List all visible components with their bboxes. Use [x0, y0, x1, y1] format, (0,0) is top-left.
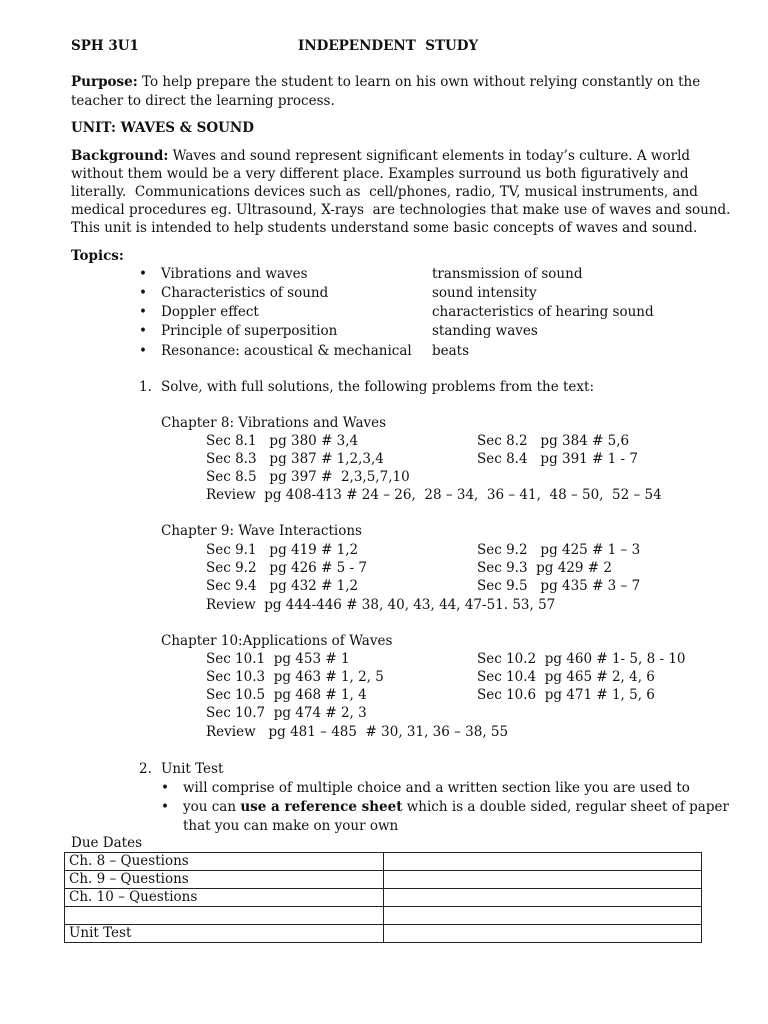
topic-item: • Vibrations and waves: [139, 266, 308, 282]
bullet-icon: •: [139, 285, 147, 301]
purpose-line-1: Purpose: To help prepare the student to learn on his own without relying constantly on the: [71, 74, 701, 90]
background-line-4: medical procedures eg. Ultrasound, X-rays are technologies that make use of waves and sound.: [71, 202, 731, 218]
table-cell-label: [65, 907, 384, 925]
section-entry: Sec 10.1 pg 453 # 1: [206, 651, 350, 667]
table-cell-label: Ch. 9 – Questions: [65, 871, 384, 889]
topics-label: Topics:: [71, 248, 124, 264]
bullet-icon: •: [139, 304, 147, 320]
section-entry: Sec 10.6 pg 471 # 1, 5, 6: [477, 687, 655, 703]
table-row: [65, 853, 702, 871]
section-entry: Sec 9.3 pg 429 # 2: [477, 560, 612, 576]
background-line-3: literally. Communications devices such as cell/phones, radio, TV, musical instruments, and: [71, 184, 698, 200]
background-line-1: Background: Waves and sound represent significant elements in today’s culture. A world: [71, 148, 691, 164]
unit-test-bullet: • will comprise of multiple choice and a written section like you are used to: [161, 780, 690, 796]
item-1-number: 1.: [139, 379, 152, 395]
section-entry: Sec 10.3 pg 463 # 1, 2, 5: [206, 669, 384, 685]
table-cell-date: [384, 889, 702, 907]
chapter-10-title: Chapter 10:Applications of Waves: [161, 633, 393, 649]
section-entry: Sec 10.2 pg 460 # 1- 5, 8 - 10: [477, 651, 686, 667]
table-cell-date: [384, 925, 702, 943]
topic-item: • Resonance: acoustical & mechanical: [139, 343, 412, 359]
topic-item: • Doppler effect: [139, 304, 259, 320]
chapter-9-title: Chapter 9: Wave Interactions: [161, 523, 362, 539]
topic-item: • Characteristics of sound: [139, 285, 329, 301]
section-entry: Sec 8.1 pg 380 # 3,4: [206, 433, 359, 449]
section-entry: Sec 8.4 pg 391 # 1 - 7: [477, 451, 638, 467]
unit-test-bullet: • you can use a reference sheet which is a double sided, regular sheet of paper: [161, 799, 729, 815]
section-entry: Sec 8.5 pg 397 # 2,3,5,7,10: [206, 469, 410, 485]
bullet-icon: •: [139, 323, 147, 339]
chapter-8-title: Chapter 8: Vibrations and Waves: [161, 415, 387, 431]
section-entry: Sec 10.5 pg 468 # 1, 4: [206, 687, 367, 703]
document-title: INDEPENDENT STUDY: [298, 38, 479, 54]
section-entry: Sec 10.4 pg 465 # 2, 4, 6: [477, 669, 655, 685]
background-line-2: without them would be a very different place. Examples surround us both figuratively and: [71, 166, 689, 182]
topic-item-right: transmission of sound: [432, 266, 583, 282]
section-entry: Sec 8.3 pg 387 # 1,2,3,4: [206, 451, 384, 467]
table-cell-date: [384, 907, 702, 925]
item-2-number: 2.: [139, 761, 152, 777]
topic-item: • Principle of superposition: [139, 323, 338, 339]
chapter-9-review: Review pg 444-446 # 38, 40, 43, 44, 47-51. 53, 57: [206, 597, 556, 613]
background-line-5: This unit is intended to help students understand some basic concepts of waves and sound.: [71, 220, 698, 236]
section-entry: Sec 8.2 pg 384 # 5,6: [477, 433, 630, 449]
topic-item-right: beats: [432, 343, 470, 359]
purpose-label: Purpose:: [71, 74, 138, 90]
table-row: [65, 925, 702, 943]
unit-test-bullet-continuation: that you can make on your own: [183, 818, 399, 834]
chapter-10-review: Review pg 481 – 485 # 30, 31, 36 – 38, 55: [206, 724, 509, 740]
table-cell-label: Unit Test: [65, 925, 384, 943]
section-entry: Sec 9.2 pg 425 # 1 – 3: [477, 542, 641, 558]
purpose-line-2: teacher to direct the learning process.: [71, 93, 335, 109]
course-code: SPH 3U1: [71, 38, 139, 54]
chapter-8-review: Review pg 408-413 # 24 – 26, 28 – 34, 36 – 41, 48 – 50, 52 – 54: [206, 487, 662, 503]
table-row: [65, 889, 702, 907]
section-entry: Sec 9.1 pg 419 # 1,2: [206, 542, 359, 558]
bullet-icon: •: [161, 780, 169, 796]
section-entry: Sec 9.2 pg 426 # 5 - 7: [206, 560, 367, 576]
bullet-icon: •: [139, 343, 147, 359]
section-entry: Sec 9.5 pg 435 # 3 – 7: [477, 578, 641, 594]
table-cell-label: Ch. 10 – Questions: [65, 889, 384, 907]
due-dates-label: Due Dates: [71, 835, 143, 851]
topic-item-right: standing waves: [432, 323, 538, 339]
table-row: [65, 871, 702, 889]
bullet-icon: •: [139, 266, 147, 282]
unit-heading: UNIT: WAVES & SOUND: [71, 120, 254, 136]
topic-item-right: characteristics of hearing sound: [432, 304, 654, 320]
table-cell-label: Ch. 8 – Questions: [65, 853, 384, 871]
item-1-text: Solve, with full solutions, the following problems from the text:: [161, 379, 594, 395]
topic-item-right: sound intensity: [432, 285, 537, 301]
section-entry: Sec 9.4 pg 432 # 1,2: [206, 578, 359, 594]
background-label: Background:: [71, 148, 169, 164]
item-2-title: Unit Test: [161, 761, 224, 777]
section-entry: Sec 10.7 pg 474 # 2, 3: [206, 705, 367, 721]
due-dates-table: [64, 852, 702, 943]
table-cell-date: [384, 871, 702, 889]
table-cell-date: [384, 853, 702, 871]
table-row: [65, 907, 702, 925]
bullet-icon: •: [161, 799, 169, 815]
